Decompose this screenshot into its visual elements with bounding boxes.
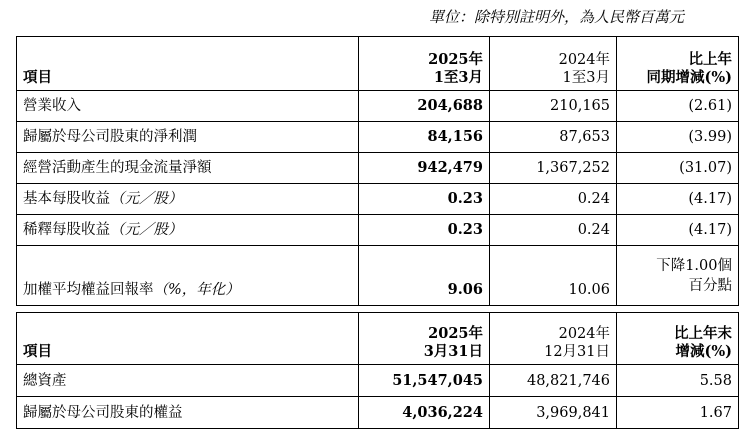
table-row-roe (17, 246, 739, 306)
value-change: (3.99) (617, 122, 739, 153)
value-2025: 942,479 (359, 153, 490, 184)
table-row (17, 397, 739, 429)
row-label: 營業收入 (17, 91, 359, 122)
value-change: (31.07) (617, 153, 739, 184)
value-change: 5.58 (617, 365, 739, 397)
row-label: 加權平均權益回報率（%，年化） (17, 246, 359, 306)
value-change: (4.17) (617, 215, 739, 246)
header-2025-date: 2025年 3月31日 (359, 313, 490, 365)
table-row (17, 122, 739, 153)
value-2025: 84,156 (359, 122, 490, 153)
header-2024-date: 2024年 12月31日 (490, 313, 617, 365)
header-change-vs-year-end: 比上年末 增減(%) (617, 313, 739, 365)
value-2024: 210,165 (490, 91, 617, 122)
value-2024: 10.06 (490, 246, 617, 306)
value-2024: 0.24 (490, 215, 617, 246)
row-label: 基本每股收益（元／股） (17, 184, 359, 215)
value-2024: 3,969,841 (490, 397, 617, 429)
header-2025-period: 2025年 1至3月 (359, 37, 490, 91)
value-change: 1.67 (617, 397, 739, 429)
value-2025: 0.23 (359, 184, 490, 215)
header-2024-period: 2024年 1至3月 (490, 37, 617, 91)
value-2025: 9.06 (359, 246, 490, 306)
row-label: 歸屬於母公司股東的權益 (17, 397, 359, 429)
balance-sheet-table (16, 312, 739, 429)
header-item: 項目 (17, 313, 359, 365)
value-2024: 0.24 (490, 184, 617, 215)
table-header-row (17, 313, 739, 365)
value-2025: 0.23 (359, 215, 490, 246)
row-label: 經營活動產生的現金流量淨額 (17, 153, 359, 184)
table-row (17, 91, 739, 122)
value-2025: 51,547,045 (359, 365, 490, 397)
table-row (17, 184, 739, 215)
value-2025: 4,036,224 (359, 397, 490, 429)
value-change: 下降1.00個 百分點 (617, 246, 739, 306)
table-row (17, 365, 739, 397)
header-item: 項目 (17, 37, 359, 91)
table-header-row (17, 37, 739, 91)
table-row (17, 153, 739, 184)
value-2024: 1,367,252 (490, 153, 617, 184)
unit-note: 單位：除特別註明外，為人民幣百萬元 (428, 8, 684, 26)
row-label: 總資產 (17, 365, 359, 397)
table-row (17, 215, 739, 246)
value-2025: 204,688 (359, 91, 490, 122)
financial-summary-table (16, 36, 739, 306)
value-change: (4.17) (617, 184, 739, 215)
value-2024: 48,821,746 (490, 365, 617, 397)
header-yoy-change: 比上年 同期增減(%) (617, 37, 739, 91)
value-change: (2.61) (617, 91, 739, 122)
row-label: 歸屬於母公司股東的淨利潤 (17, 122, 359, 153)
row-label: 稀釋每股收益（元／股） (17, 215, 359, 246)
value-2024: 87,653 (490, 122, 617, 153)
